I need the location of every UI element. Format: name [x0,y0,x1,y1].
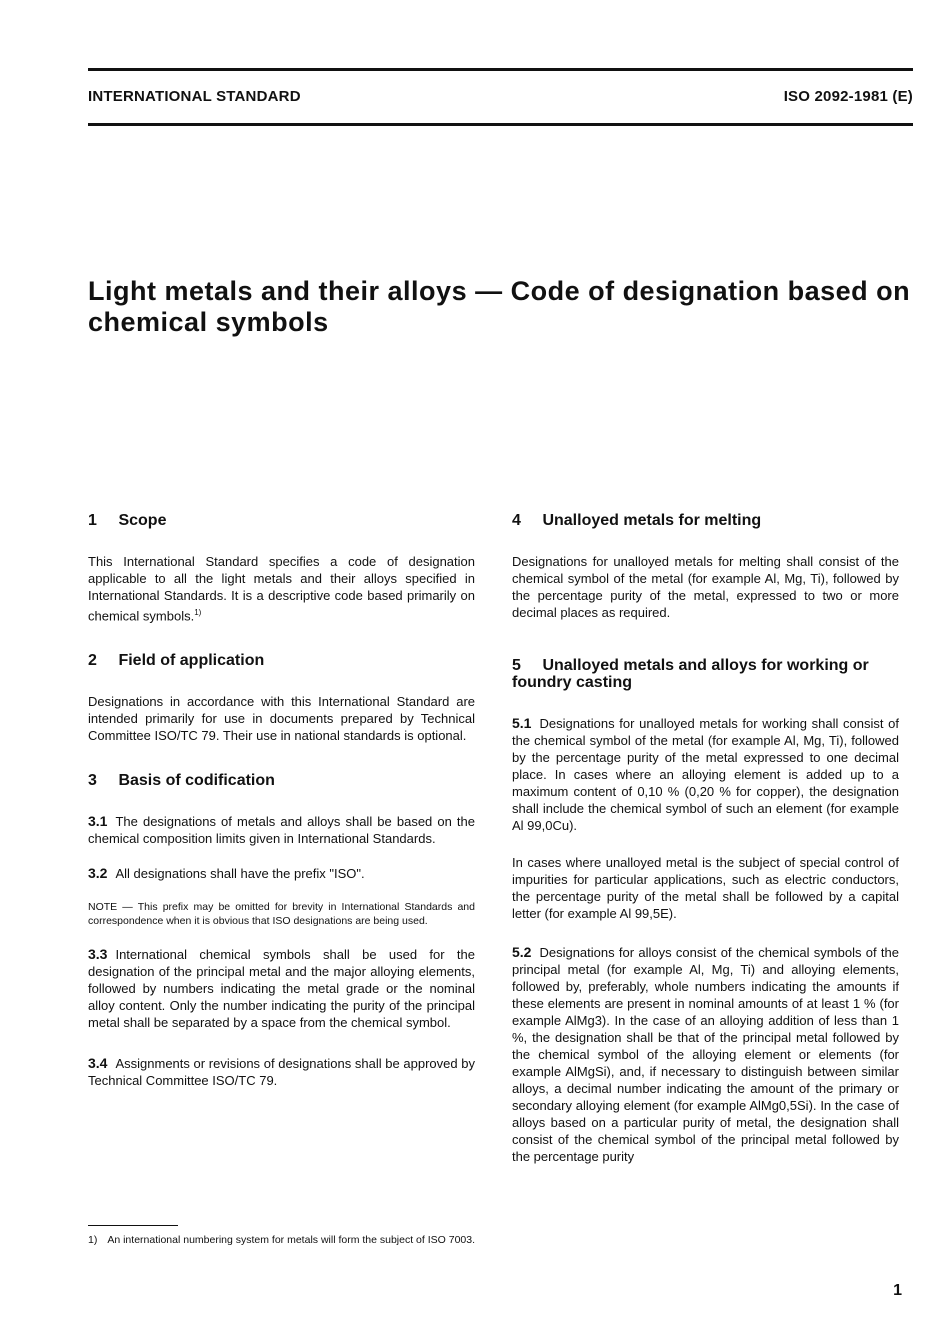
clause-5-1-continued: In cases where unalloyed metal is the subject of special control of impurities for particular applications, such as electric conductors, the percentage purity of the metal shall be followed by a capital letter (for example Al 99,5E). [512,855,899,921]
section-1-text: This International Standard specifies a code of designation applicable to all the light metals and their alloys specified in International Standards. It is a descriptive code based primarily on chemical symbols.$^{1)}$ [88,554,475,624]
footnote-ref: 1) [194,608,202,617]
header-rule-bottom [88,123,913,126]
clause-3-4: 3.4 Assignments or revisions of designations shall be approved by Technical Committee ISO/TC 79. [88,1055,475,1089]
section-1-heading: 1 Scope [88,512,167,529]
clause-3-2: 3.2 All designations shall have the prefix "ISO". [88,865,365,882]
section-2-text: Designations in accordance with this International Standard are intended primarily for use in documents prepared by Technical Committee ISO/TC 79. Their use in national standards is optional. [88,694,475,744]
section-5-heading: 5 Unalloyed metals and alloys for working or foundry casting [512,657,869,691]
left-column [88,512,475,1107]
clause-3-3: 3.3 International chemical symbols shall be used for the designation of the principal metal and the major alloying elements, followed by numbers indicating the metal grade or the nominal alloy content. Only the number indicating the purity of the principal metal shall be separated by a space from the chemical symbol. [88,946,475,1031]
section-4-heading: 4 Unalloyed metals for melting [512,512,762,529]
note-3-2: NOTE — This prefix may be omitted for brevity in International Standards and correspondence when it is obvious that ISO designations are being used. [88,901,475,928]
header-standard-number: ISO 2092-1981 (E) [783,88,913,105]
section-3-heading: 3 Basis of codification [88,772,275,790]
right-column [512,512,899,1183]
section-4-text: Designations for unalloyed metals for melting shall consist of the chemical symbol of the metal (for example Al, Mg, Ti), followed by the percentage purity of the metal, expressed to two or more decimal places as required. [512,554,899,620]
clause-5-2: 5.2 Designations for alloys consist of the chemical symbols of the principal metal (for example Al, Mg, Ti) and alloying elements, followed by, preferably, whole numbers indicating the amounts if these elements are present in nominal amounts of at least 1 % (for example AlMg3). In the case of an alloying addition of less than 1 %, the designation shall be that of the principal metal followed by the chemical symbol of the alloying element or elements (for example AlMgSi), and, if necessary to distinguish between similar alloys, a decimal number indicating the amount of the primary or secondary alloying element (for example AlMg0,5Si). In the case of alloys based on a particular purity of metal, the designation shall consist of the chemical symbol of the principal metal followed by the percentage purity [512,944,899,1164]
clause-3-1: 3.1 The designations of metals and alloys shall be based on the chemical composition limits given in International Standards. [88,813,475,847]
header-rule-top [88,68,913,71]
document-title: Light metals and their alloys — Code of designation based on chemical symbols [88,276,911,337]
footnote-rule [88,1225,178,1226]
footnote: 1) An international numbering system for metals will form the subject of ISO 7003. [88,1234,476,1246]
clause-5-1: 5.1 Designations for unalloyed metals for working shall consist of the chemical symbol of the metal (for example Al, Mg, Ti), followed by the percentage purity of the metal expressed to one decimal place. In cases where an alloying element is added up to a maximum content of 0,10 % (0,20 % for copper), the designation shall include the chemical symbol of such an element (for example Al 99,0Cu). [512,715,899,833]
section-2-heading: 2 Field of application [88,652,265,670]
header-standard-type: INTERNATIONAL STANDARD [88,88,301,105]
page-number: 1 [893,1282,902,1299]
